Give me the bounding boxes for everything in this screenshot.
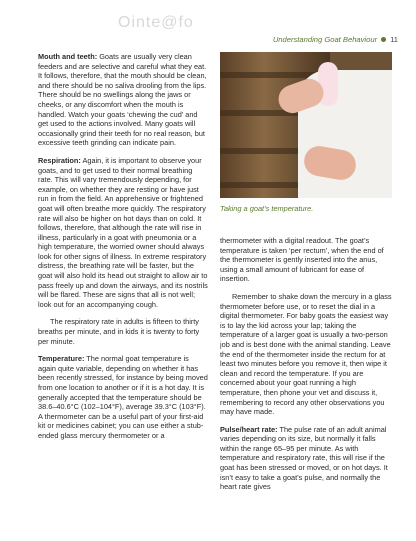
bullet-icon [381, 37, 386, 42]
heading-pulse: Pulse/heart rate: [220, 424, 278, 434]
left-column [38, 52, 208, 449]
text-shake-down: Remember to shake down the mercury in a glass thermometer before use, or to reset the dial in a digital thermometer. For baby goats the easiest way is to lay the kid across your lap; taking the temperature of a larger goat is usually a two-person job and is best done with the animal standing. Leave the end of the thermometer inside the rectum for at least two minutes before you remove it, then wipe it clean and record the temperature. If you are concerned about your goat running a high temperature, then phone your vet and discuss it, remembering to record any other observations you may have made. [220, 291, 392, 417]
paragraph-respiration [38, 156, 208, 310]
text-respiratory-rate: The respiratory rate in adults is fifteen to thirty breaths per minute, and in kids it is twenty to forty per minute. [38, 317, 200, 346]
goat-temperature-photo [220, 52, 392, 198]
paragraph-mouth-teeth [38, 52, 208, 148]
watermark: Ointe@fo [118, 14, 194, 31]
photo-caption: Taking a goat’s temperature. [220, 204, 314, 213]
running-header [273, 35, 398, 44]
text-mouth-teeth: Goats are usually very clean feeders and are selective and careful what they eat. It follows, therefore, that the mouth should be clean, and there should be no saliva drooling from the lips. There should be no swellings along the jaws or cheeks, or any discomfort when the mouth is handled. Watch your goats ‘chewing the cud’ and get used to the actions involved. Many goats will occasionally grind their teeth for no real reason, but excessive teeth grinding can indicate pain. [38, 52, 207, 148]
paragraph-pulse [220, 425, 392, 492]
paragraph-respiratory-rate [38, 317, 208, 346]
header-title: Understanding Goat Behaviour [272, 35, 378, 44]
page-number: 11 [390, 35, 398, 44]
paragraph-thermometer [220, 236, 392, 284]
text-pulse: The pulse rate of an adult animal varies depending on its size, but normally it falls within the range 65–95 per minute. As with temperature and respiratory rate, this will rise if the goat has been stressed or moved, or on hot days. It isn’t easy to take a goat’s pulse, and normally the heart rate gives [220, 424, 388, 492]
heading-temperature: Temperature: [38, 354, 85, 364]
text-thermometer: thermometer with a digital readout. The goat’s temperature is taken ‘per rectum’, when the end of the thermometer is gently inserted into the anus, using a small amount of lubricant for ease of insertion. [220, 236, 384, 284]
right-column [220, 236, 392, 500]
heading-mouth-teeth: Mouth and teeth: [38, 52, 98, 61]
paragraph-temperature [38, 354, 208, 440]
text-respiration: Again, it is important to observe your goats, and to get used to their normal breathing rate. This will vary tremendously depending, for example, on whether they are resting or have just run in from the field. An apprehensive or frightened goat will often breathe more quickly. The respiratory rate will also be higher on hot days than on cold. It follows, therefore, that although the rate will rise in illness, particularly in a goat with pneumonia or a high temperature, the worried owner should always look for other signs of illness. In extreme respiratory distress, the breathing rate will be faster, but the goat will also hold its head out straight to allow air to pass freely up and down the airways, and its nostrils will be flared. These are signs that all is not well; look out for an accompanying cough. [38, 155, 208, 309]
paragraph-shake-down [220, 292, 392, 417]
text-temperature: The normal goat temperature is again quite variable, depending on whether it has been recently stressed, for instance by being moved from one location to another or if it is a hot day. It is generally accepted that the temperature should be 38.6–40.6°C (102–104°F), average 39.3°C (103°F). A thermometer can be a useful part of your first-aid kit or medicines cabinet; you can use either a stub-ended glass mercury thermometer or a [38, 354, 208, 440]
heading-respiration: Respiration: [38, 155, 81, 165]
